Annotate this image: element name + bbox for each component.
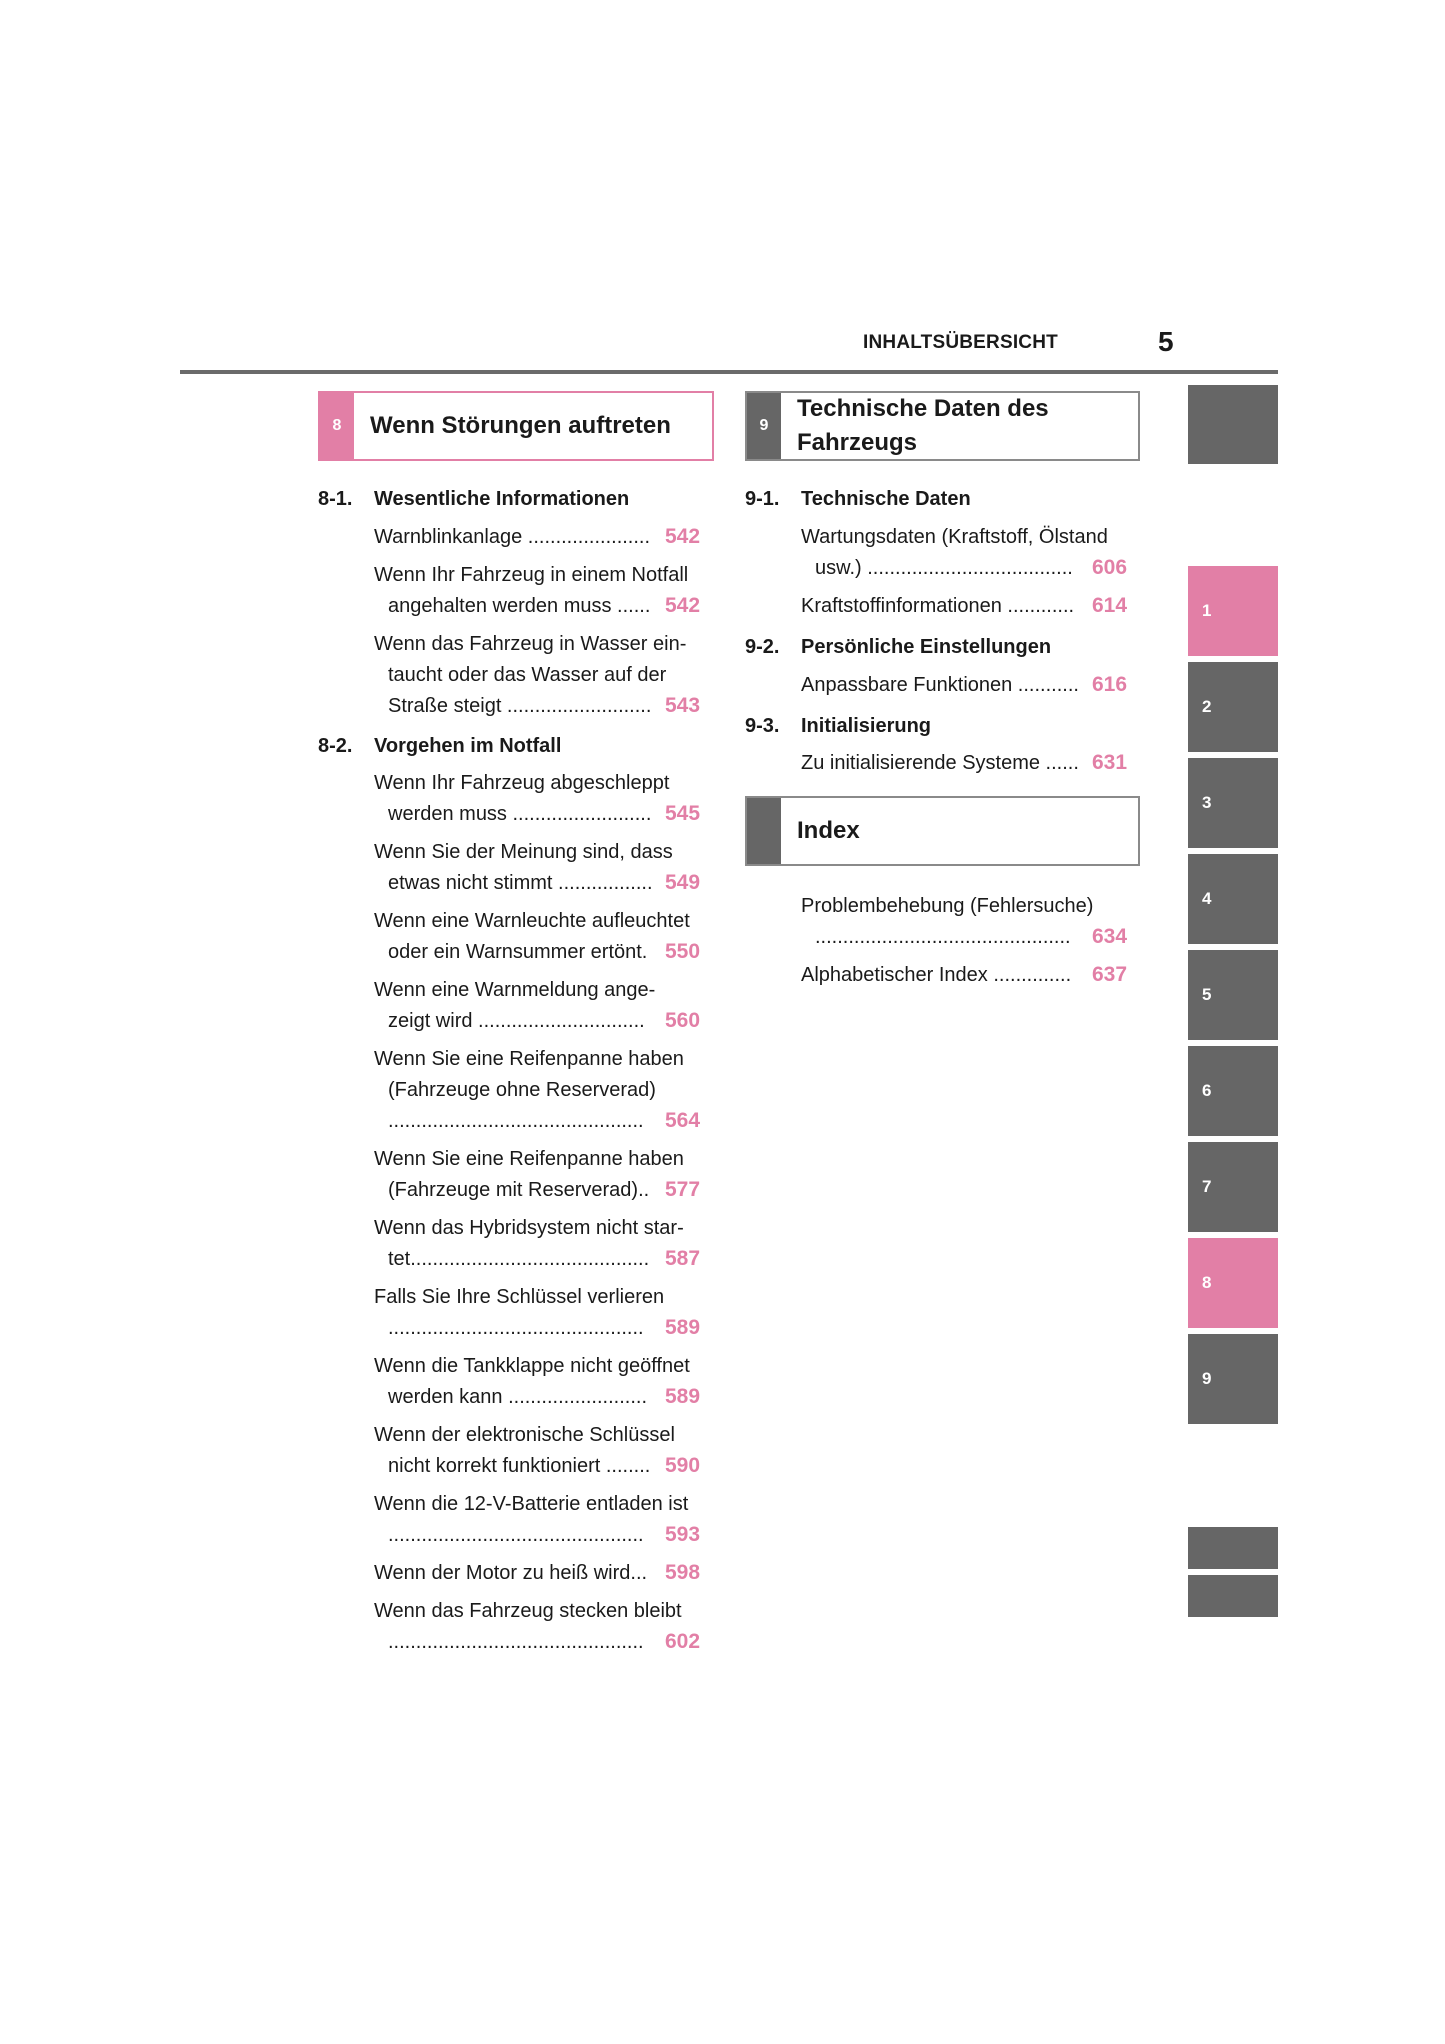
toc-entry-text: Wenn Sie eine Reifenpanne haben: [374, 1148, 684, 1170]
toc-entry-text: Anpassbare Funktionen ...........: [801, 674, 1079, 696]
section-9-2-title: Persönliche Einstellungen: [801, 636, 1052, 658]
toc-entry-text: Wenn Ihr Fahrzeug abgeschleppt: [374, 772, 670, 794]
page-number: 5: [1158, 326, 1174, 357]
toc-page-number[interactable]: 602: [665, 1630, 701, 1653]
toc-page-number[interactable]: 637: [1092, 963, 1128, 986]
toc-entry-text: Warnblinkanlage ......................: [374, 526, 651, 548]
toc-page-number[interactable]: 542: [665, 525, 701, 548]
side-tab-blank-top: [1188, 385, 1278, 464]
toc-entry-text: werden muss .........................: [388, 803, 652, 825]
toc-entry-text: zeigt wird ..............................: [388, 1010, 645, 1032]
side-tab-blank-bottom-2: [1188, 1575, 1278, 1617]
side-tab-7[interactable]: 7: [1188, 1142, 1278, 1232]
toc-page-number[interactable]: 634: [1092, 925, 1128, 948]
chapter-9-title: [797, 393, 1128, 459]
section-9-2-number: 9-2.: [745, 636, 780, 658]
toc-page-number[interactable]: 587: [665, 1247, 701, 1270]
toc-page-number[interactable]: 577: [665, 1178, 701, 1201]
section-9-1-title: Technische Daten: [801, 488, 971, 510]
toc-entry-text: ..............................................: [388, 1110, 644, 1132]
toc-entry-text: Wenn die 12-V-Batterie entladen ist: [374, 1493, 689, 1515]
toc-entry-text: ..............................................: [388, 1631, 644, 1653]
section-8-2-title: Vorgehen im Notfall: [374, 735, 562, 757]
toc-entry-text: Wenn das Fahrzeug in Wasser ein-: [374, 633, 687, 655]
toc-entry-text: ..............................................: [815, 926, 1071, 948]
section-8-1-number: 8-1.: [318, 488, 353, 510]
toc-entry-text: Wenn Sie eine Reifenpanne haben: [374, 1048, 684, 1070]
toc-entry-text: Wenn der Motor zu heiß wird...: [374, 1562, 648, 1584]
side-tab-blank-bottom-1: [1188, 1527, 1278, 1569]
side-tab-5[interactable]: 5: [1188, 950, 1278, 1040]
section-8-1-title: Wesentliche Informationen: [374, 488, 630, 510]
toc-entry-text: angehalten werden muss ......: [388, 595, 651, 617]
toc-entry-text: Zu initialisierende Systeme ......: [801, 752, 1079, 774]
toc-entry-text: oder ein Warnsummer ertönt.: [388, 941, 648, 963]
side-tab-1[interactable]: 1: [1188, 566, 1278, 656]
toc-entry-text: Kraftstoffinformationen ............: [801, 595, 1075, 617]
toc-page-number[interactable]: 589: [665, 1385, 701, 1408]
toc-entry-text: Straße steigt ..........................: [388, 695, 652, 717]
toc-entry-text: Wartungsdaten (Kraftstoff, Ölstand: [801, 526, 1108, 548]
index-title: Index: [797, 817, 860, 844]
toc-page-number[interactable]: 542: [665, 594, 701, 617]
toc-entry-text: werden kann .........................: [388, 1386, 647, 1408]
side-tab-4[interactable]: 4: [1188, 854, 1278, 944]
index-tab: [747, 798, 781, 864]
toc-entry-text: ..............................................: [388, 1524, 644, 1546]
toc-entry-text: Falls Sie Ihre Schlüssel verlieren: [374, 1286, 665, 1308]
section-9-1-number: 9-1.: [745, 488, 780, 510]
toc-entry-text: tet...........................................: [388, 1248, 650, 1270]
toc-entry-text: Wenn Sie der Meinung sind, dass: [374, 841, 673, 863]
toc-entry-text: nicht korrekt funktioniert ........: [388, 1455, 651, 1477]
toc-entry-text: ..............................................: [388, 1317, 644, 1339]
section-8-2-number: 8-2.: [318, 735, 353, 757]
chapter-9-tab: 9: [747, 393, 781, 459]
chapter-8-heading: [318, 391, 714, 461]
chapter-8-title: Wenn Störungen auftreten: [370, 412, 671, 439]
toc-page-number[interactable]: 564: [665, 1109, 701, 1132]
chapter-8-tab: 8: [320, 393, 354, 459]
index-heading: [745, 796, 1140, 866]
toc-entry-text: Wenn eine Warnmeldung ange-: [374, 979, 656, 1001]
side-tab-8[interactable]: 8: [1188, 1238, 1278, 1328]
toc-page-number[interactable]: 616: [1092, 673, 1128, 696]
toc-page-number[interactable]: 590: [665, 1454, 701, 1477]
toc-entry-text: Wenn der elektronische Schlüssel: [374, 1424, 675, 1446]
toc-entry-text: Wenn die Tankklappe nicht geöffnet: [374, 1355, 690, 1377]
toc-entry-text: Wenn Ihr Fahrzeug in einem Notfall: [374, 564, 689, 586]
toc-page-number[interactable]: 614: [1092, 594, 1128, 617]
toc-page-number[interactable]: 545: [665, 802, 701, 825]
section-9-3-title: Initialisierung: [801, 715, 932, 737]
toc-page-number[interactable]: 593: [665, 1523, 701, 1546]
toc-entry-text: (Fahrzeuge ohne Reserverad): [388, 1079, 656, 1101]
toc-entry-text: taucht oder das Wasser auf der: [388, 664, 667, 686]
running-header: INHALTSÜBERSICHT: [863, 332, 1058, 353]
side-tab-9[interactable]: 9: [1188, 1334, 1278, 1424]
chapter-9-title-line2: Fahrzeugs: [797, 429, 918, 456]
section-9-3-number: 9-3.: [745, 715, 780, 737]
toc-entry-text: Problembehebung (Fehlersuche): [801, 895, 1094, 917]
toc-entry-text: etwas nicht stimmt .................: [388, 872, 653, 894]
toc-entry-text: Wenn das Hybridsystem nicht star-: [374, 1217, 684, 1239]
toc-entry-text: Alphabetischer Index ..............: [801, 964, 1072, 986]
toc-page-number[interactable]: 631: [1092, 751, 1128, 774]
toc-entry-text: usw.) .....................................: [815, 557, 1073, 579]
chapter-9-title-line1: Technische Daten des: [797, 395, 1049, 422]
toc-page-number[interactable]: 606: [1092, 556, 1128, 579]
toc-page-number[interactable]: 543: [665, 694, 701, 717]
side-tab-2[interactable]: 2: [1188, 662, 1278, 752]
side-tab-6[interactable]: 6: [1188, 1046, 1278, 1136]
side-tab-3[interactable]: 3: [1188, 758, 1278, 848]
toc-page-number[interactable]: 589: [665, 1316, 701, 1339]
toc-entry-text: (Fahrzeuge mit Reserverad)..: [388, 1179, 650, 1201]
toc-page-number[interactable]: 560: [665, 1009, 701, 1032]
toc-page-number[interactable]: 549: [665, 871, 701, 894]
header-rule: [180, 370, 1278, 374]
chapter-9-heading: [745, 391, 1140, 461]
toc-page-number[interactable]: 550: [665, 940, 701, 963]
toc-entry-text: Wenn das Fahrzeug stecken bleibt: [374, 1600, 682, 1622]
toc-page-number[interactable]: 598: [665, 1561, 701, 1584]
toc-entry-text: Wenn eine Warnleuchte aufleuchtet: [374, 910, 690, 932]
